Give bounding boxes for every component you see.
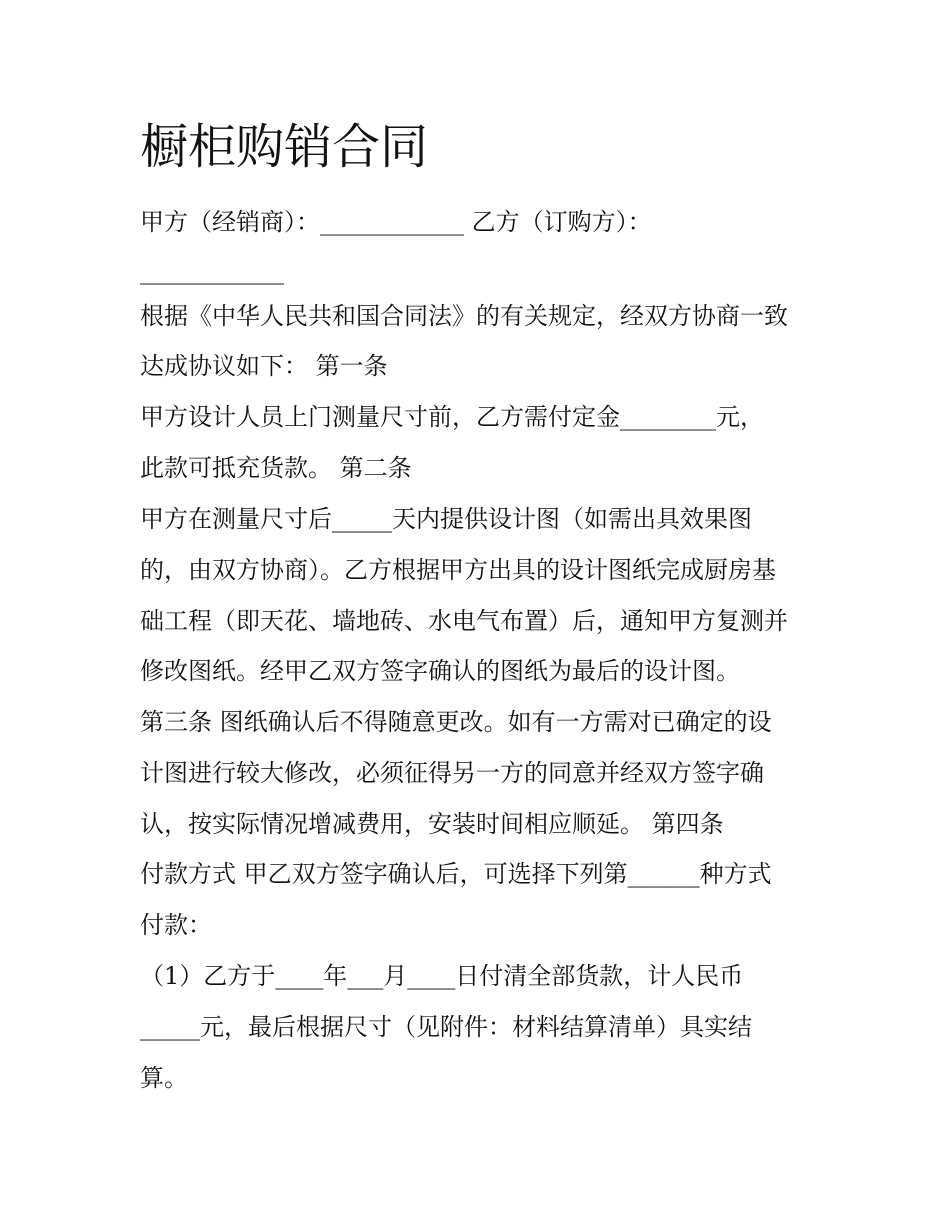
body-line: _____元，最后根据尺寸（见附件：材料结算清单）具实结 — [140, 1013, 752, 1041]
body-line: 础工程（即天花、墙地砖、水电气布置）后，通知甲方复测并 — [140, 607, 788, 635]
body-line: 达成协议如下： 第一条 — [140, 352, 388, 380]
document-title: 橱柜购销合同 — [140, 119, 429, 175]
body-line: 此款可抵充货款。 第二条 — [140, 454, 412, 482]
body-line: 第三条 图纸确认后不得随意更改。如有一方需对已确定的设 — [140, 708, 772, 736]
party-a-line: 甲方（经销商）：____________ 乙方（订购方）： — [140, 208, 652, 236]
body-line: 计图进行较大修改，必须征得另一方的同意并经双方签字确 — [140, 759, 764, 787]
body-line: 修改图纸。经甲乙双方签字确认的图纸为最后的设计图。 — [140, 657, 740, 685]
party-b-blank-line: ____________ — [140, 257, 284, 285]
body-line: （1）乙方于____年___月____日付清全部货款，计人民币 — [140, 962, 744, 990]
body-line: 认，按实际情况增减费用，安装时间相应顺延。 第四条 — [140, 810, 724, 838]
body-line: 付款： — [140, 911, 212, 939]
body-line: 甲方设计人员上门测量尺寸前，乙方需付定金________元， — [140, 403, 764, 431]
body-line: 的，由双方协商）。乙方根据甲方出具的设计图纸完成厨房基 — [140, 556, 776, 584]
body-line: 根据《中华人民共和国合同法》的有关规定，经双方协商一致 — [140, 302, 788, 330]
body-line: 付款方式 甲乙双方签字确认后，可选择下列第______种方式 — [140, 860, 772, 888]
body-line: 甲方在测量尺寸后_____天内提供设计图（如需出具效果图 — [140, 505, 752, 533]
body-line: 算。 — [140, 1064, 188, 1092]
